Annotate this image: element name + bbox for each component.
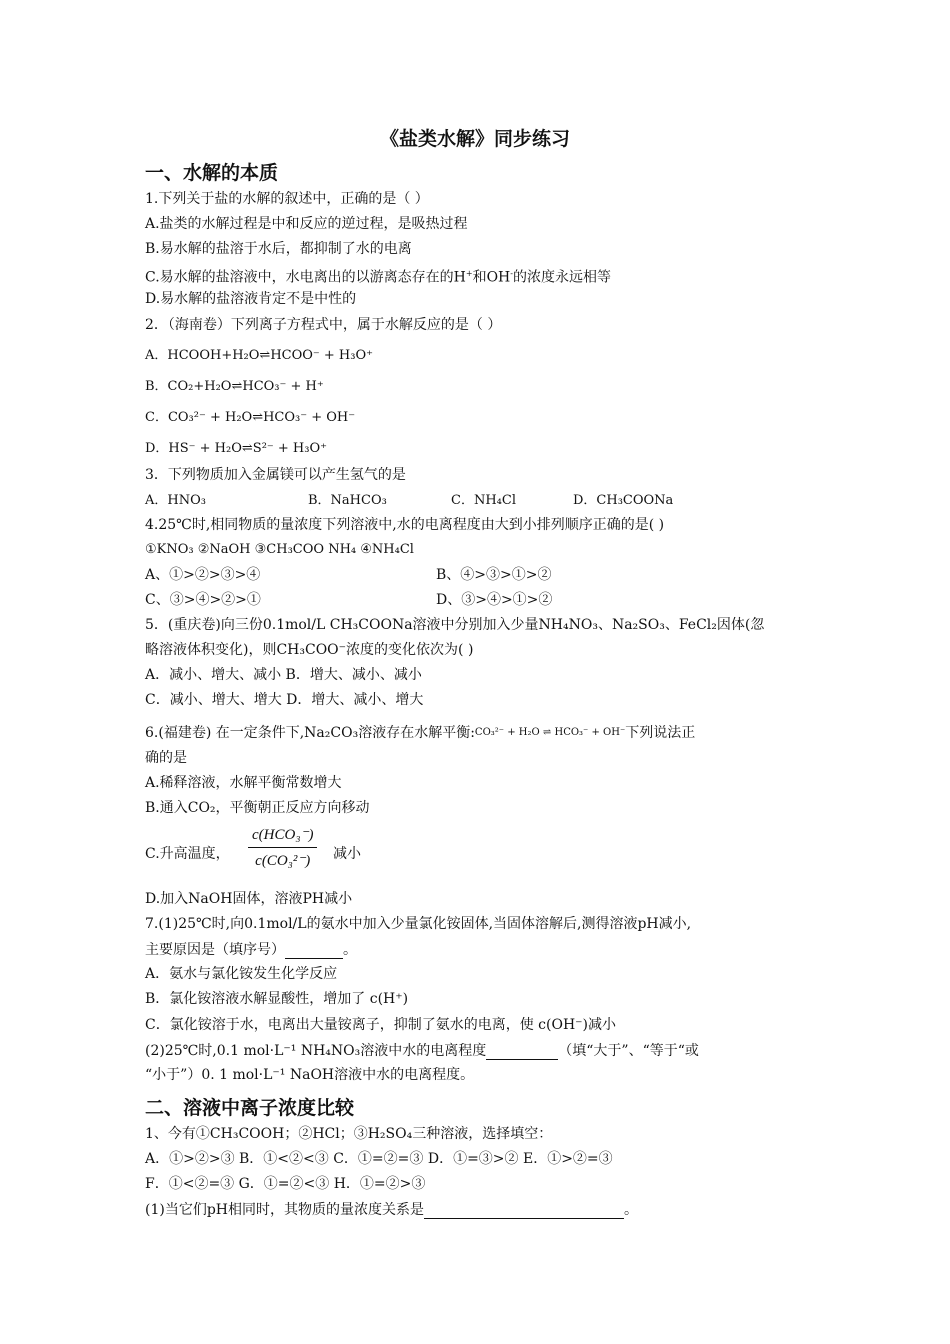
q1-c-mid: 和OH — [472, 269, 511, 286]
q7-line1: 7.(1)25℃时,向0.1mol/L的氨水中加入少量氯化铵固体,当固体溶解后,测得溶液pH减小, — [145, 916, 692, 932]
q2-option-d: D．HS⁻ + H₂O⇌S²⁻ + H₃O⁺ — [145, 441, 327, 456]
s2-q1-options-row2: F．①<②=③ G．①=②<③ H．①=②>③ — [145, 1176, 426, 1192]
q6-stem-line1 — [145, 724, 695, 742]
q6-option-b: B.通入CO₂，平衡朝正反应方向移动 — [145, 800, 370, 816]
q7-option-c: C．氯化铵溶于水，电离出大量铵离子，抑制了氨水的电离，使 c(OH⁻)减小 — [145, 1017, 617, 1033]
q7-option-b: B．氯化铵溶液水解显酸性，增加了 c(H⁺) — [145, 991, 409, 1007]
q5-options-ab: A．减小、增大、减小 B．增大、减小、减小 — [145, 667, 422, 683]
q1-option-c: C.易水解的盐溶液中，水电离出的以游离态存在的H+和OH-的浓度永远相等 — [145, 269, 611, 286]
q6-equilibrium-equation: CO₃²⁻ + H₂O ⇌ HCO₃⁻ + OH⁻ — [474, 727, 626, 738]
q4-option-d: D、③>④>①>② — [436, 592, 553, 608]
q6-stem-tail: 下列说法正 — [625, 725, 696, 741]
q3-option-a: A．HNO₃ — [145, 493, 206, 508]
q3-option-b: B．NaHCO₃ — [308, 493, 387, 508]
q7-answer-blank-1[interactable] — [285, 940, 343, 959]
s2-q1-part1-text: (1)当它们pH相同时，其物质的量浓度关系是 — [145, 1202, 425, 1218]
q7-option-a: A．氨水与氯化铵发生化学反应 — [145, 966, 338, 982]
q6-concentration-ratio — [248, 825, 317, 870]
q7-line3-tail: （填“大于”、“等于“或 — [558, 1043, 699, 1059]
q1-option-b: B.易水解的盐溶于水后，都抑制了水的电离 — [145, 241, 412, 257]
q6-option-a: A.稀释溶液，水解平衡常数增大 — [145, 775, 342, 791]
q1-stem: 1.下列关于盐的水解的叙述中，正确的是（ ） — [145, 191, 429, 207]
q3-option-d: D．CH₃COONa — [573, 493, 674, 508]
q6-option-c-pre: C.升高温度， — [145, 846, 230, 862]
s2-q1-part1-end: 。 — [624, 1202, 639, 1218]
ratio-numerator: c(HCO₃⁻) — [248, 825, 317, 848]
q4-option-c: C、③>④>②>① — [145, 592, 261, 608]
s2-q1-part1 — [145, 1200, 638, 1219]
q7-line3-text: (2)25℃时,0.1 mol·L⁻¹ NH₄NO₃溶液中水的电离程度 — [145, 1043, 487, 1059]
q2-option-b: B．CO₂+H₂O⇌HCO₃⁻ + H⁺ — [145, 379, 324, 394]
q7-line4: “小于”）0. 1 mol·L⁻¹ NaOH溶液中水的电离程度。 — [145, 1067, 475, 1083]
q7-answer-blank-2[interactable] — [486, 1041, 558, 1060]
q4-stem: 4.25℃时,相同物质的量浓度下列溶液中,水的电离程度由大到小排列顺序正确的是( ) — [145, 517, 665, 533]
q4-row-ab — [145, 566, 551, 584]
q3-stem: 3．下列物质加入金属镁可以产生氢气的是 — [145, 467, 406, 483]
section-heading-1: 一、水解的本质 — [145, 162, 279, 184]
q3-options — [145, 492, 673, 510]
q1-c-post: 的浓度永远相等 — [512, 269, 611, 286]
q1-c-text: C.易水解的盐溶液中，水电离出的以游离态存在的H — [145, 269, 466, 286]
ratio-denominator: c(CO₃²⁻) — [255, 853, 311, 869]
q1-option-a: A.盐类的水解过程是中和反应的逆过程，是吸热过程 — [145, 216, 468, 232]
q6-stem-text: 6.(福建卷) 在一定条件下,Na₂CO₃溶液存在水解平衡: — [145, 725, 475, 741]
s2-q1-stem: 1、今有①CH₃COOH；②HCl；③H₂SO₄三种溶液，选择填空： — [145, 1126, 553, 1142]
q5-options-cd: C．减小、增大、增大 D．增大、减小、增大 — [145, 692, 424, 708]
q5-stem-line2: 略溶液体积变化)，则CH₃COO⁻浓度的变化依次为( ) — [145, 642, 474, 658]
q6-stem-line2: 确的是 — [145, 750, 187, 766]
q2-option-a: A．HCOOH+H₂O⇌HCOO⁻ + H₃O⁺ — [145, 348, 374, 363]
q7-line2 — [145, 940, 357, 959]
q4-items: ①KNO₃ ②NaOH ③CH₃COO NH₄ ④NH₄Cl — [145, 542, 414, 557]
q6-option-d: D.加入NaOH固体，溶液PH减小 — [145, 891, 353, 907]
q5-stem-line1: 5．(重庆卷)向三份0.1mol/L CH₃COONa溶液中分别加入少量NH₄NO₃、Na₂SO₃、FeCl₂因体(忽 — [145, 617, 765, 633]
q4-row-cd — [145, 591, 552, 609]
q7-line3 — [145, 1041, 699, 1060]
s2-q1-answer-blank[interactable] — [424, 1200, 624, 1219]
q7-line2-text: 主要原因是（填序号） — [145, 942, 285, 958]
q4-option-a: A、①>②>③>④ — [145, 567, 261, 583]
s2-q1-options-row1: A．①>②>③ B．①<②<③ C．①=②=③ D．①=③>② E．①>②=③ — [145, 1151, 613, 1167]
section-heading-2: 二、溶液中离子浓度比较 — [145, 1097, 355, 1119]
q2-option-c: C．CO₃²⁻ + H₂O⇌HCO₃⁻ + OH⁻ — [145, 410, 356, 425]
q7-line2-end: 。 — [343, 942, 357, 958]
q3-option-c: C．NH₄Cl — [451, 493, 516, 508]
q2-stem: 2．（海南卷）下列离子方程式中，属于水解反应的是（ ） — [145, 317, 502, 333]
page-title: 《盐类水解》同步练习 — [379, 128, 570, 150]
q4-option-b: B、④>③>①>② — [436, 567, 552, 583]
q1-option-d: D.易水解的盐溶液肯定不是中性的 — [145, 291, 357, 307]
q6-option-c-post: 减小 — [333, 846, 361, 862]
